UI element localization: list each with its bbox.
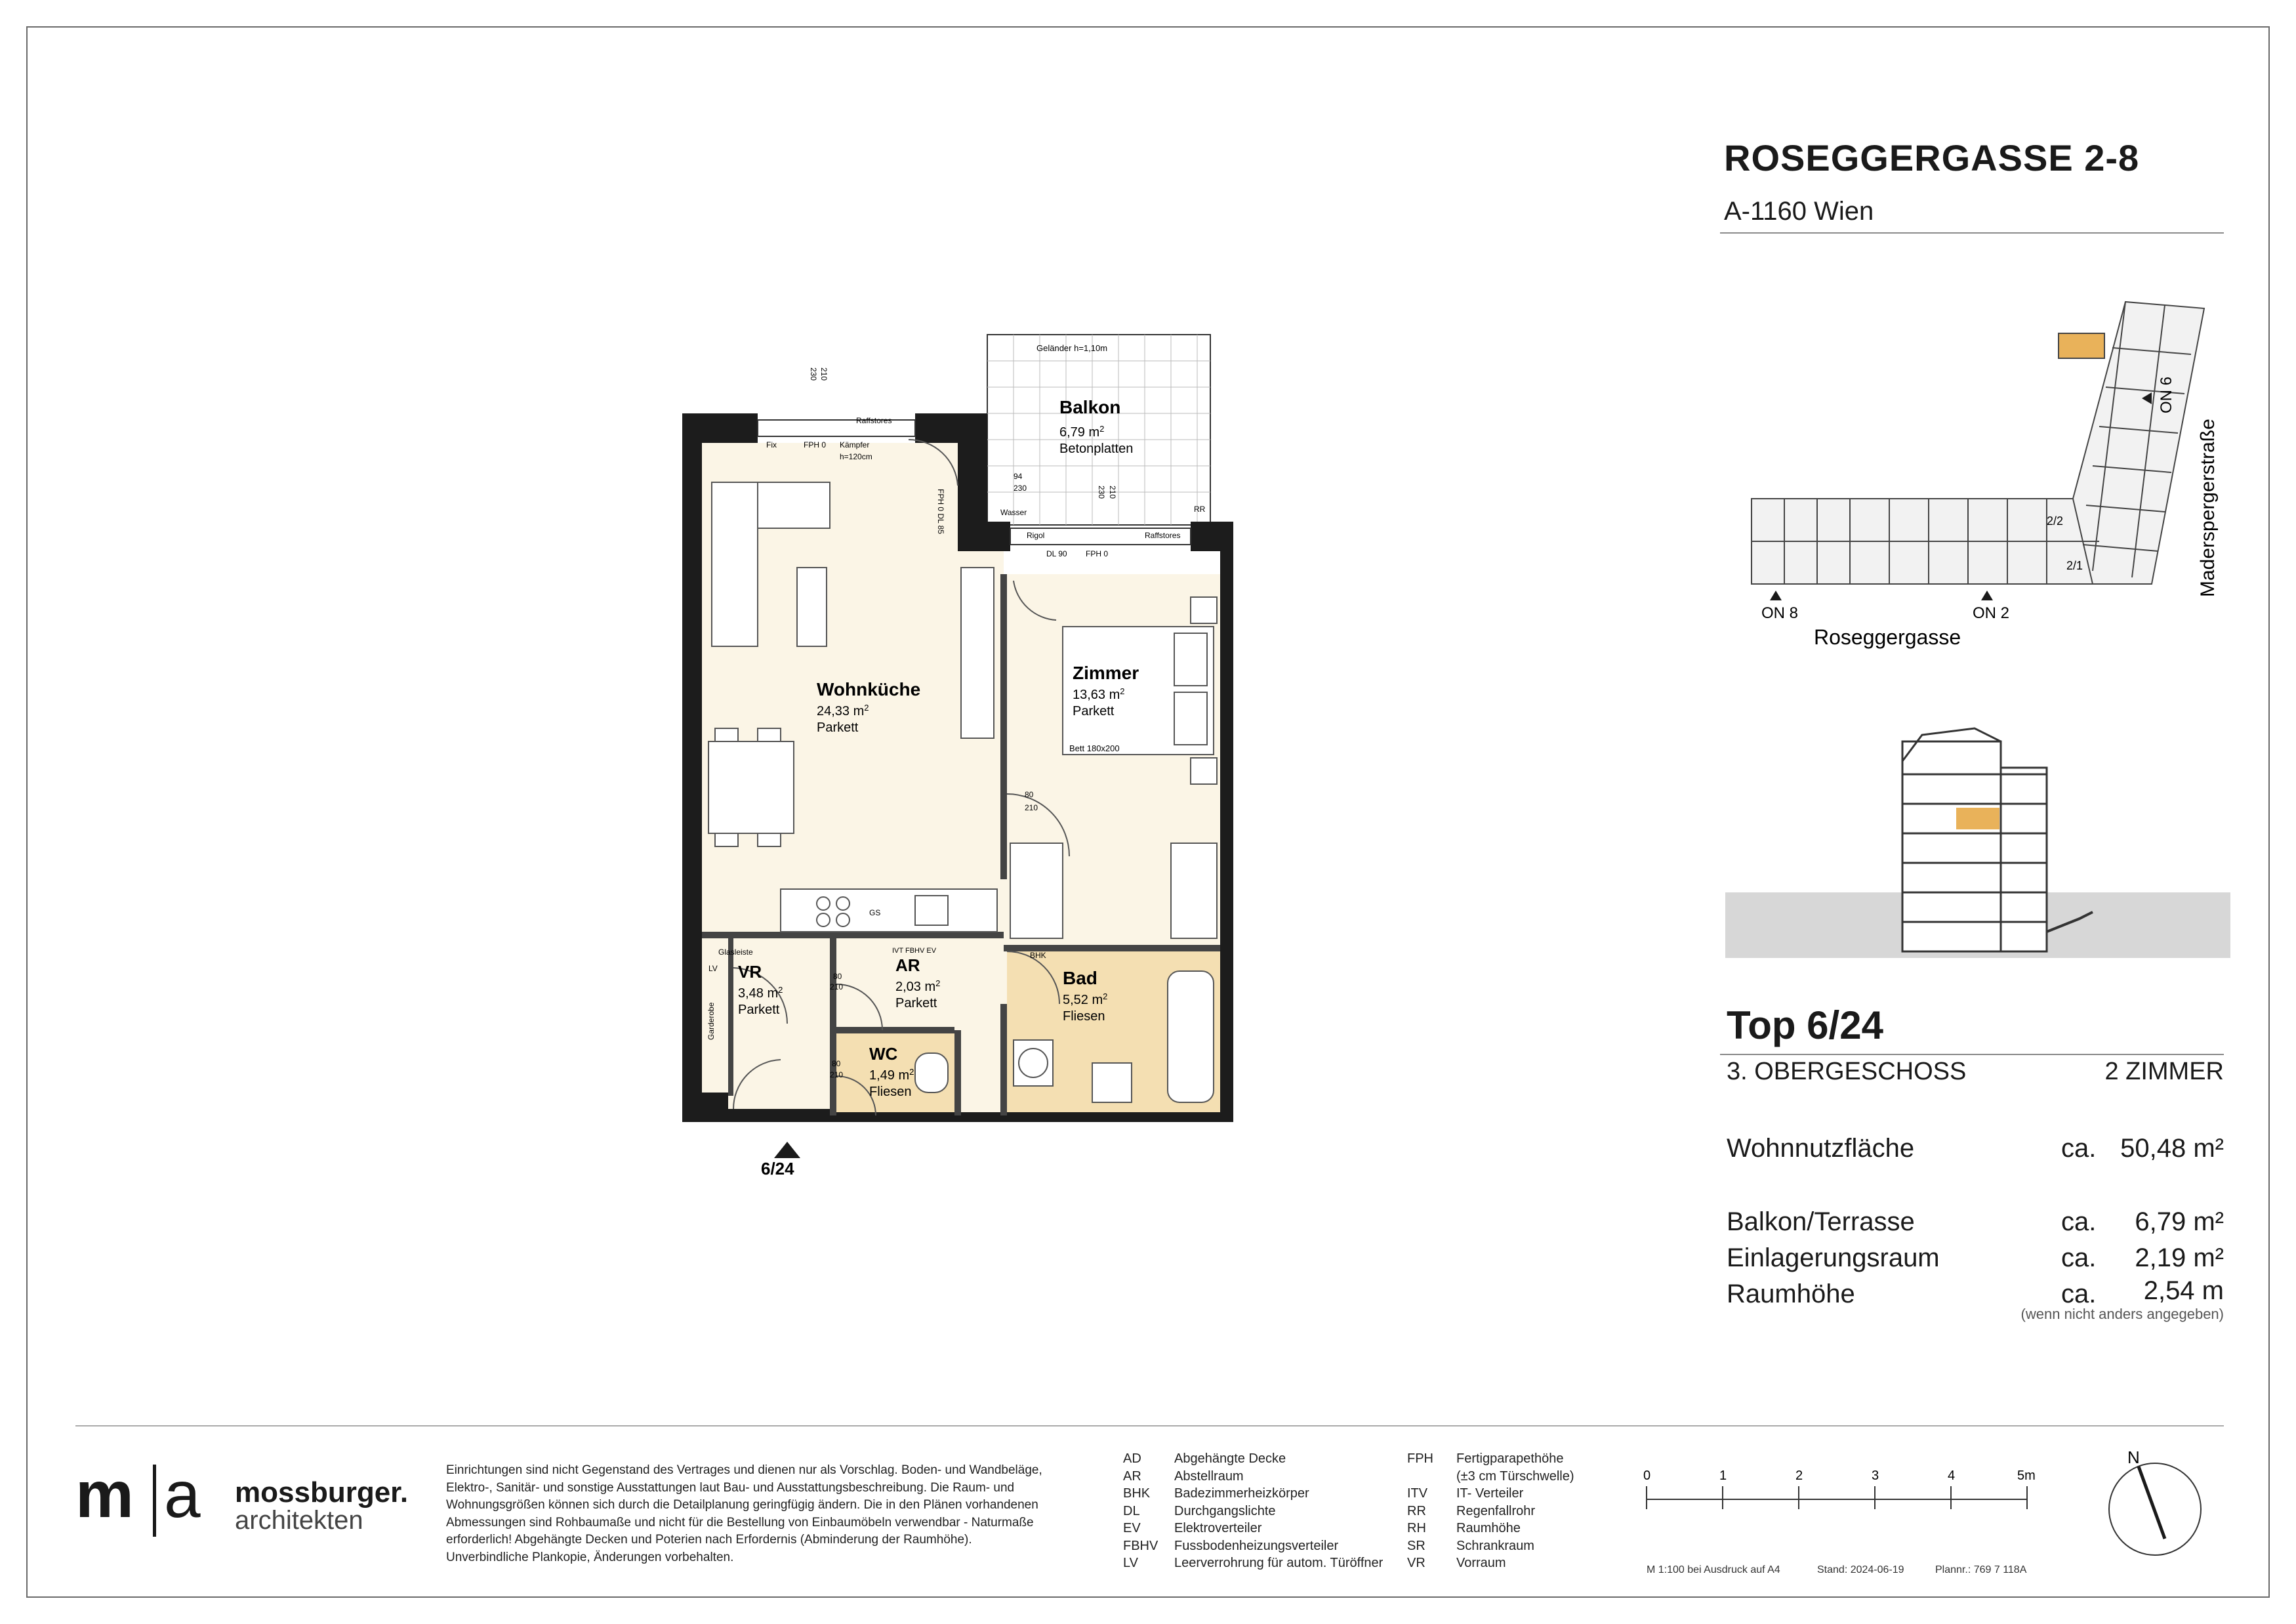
brand-subtitle: architekten — [235, 1506, 363, 1535]
hob-4 — [836, 913, 850, 927]
annotation-glasleiste: Glasleiste — [718, 947, 753, 957]
disclaimer-text: Einrichtungen sind nicht Gegenstand des Vertrages und dienen nur als Vorschlag. Boden- und Wandbeläge, Elektro-, Sanitär- und sonstige Ausstattungen laut Bau- und Ausstattungsbeschreibung. Die Raum- und Wohnungsgrößen können sich durch die Detailplanung geringfügig ändern. Die in den Plänen vorhandenen Abmessungen sind Rohbaumaße und nicht für die Bestellung von Einbaumöbeln verwendbar - Naturmaße erforderlich! Abgehängte Decken und Poterien nach Erfordernis (Abminderung der Raumhöhe). Unverbindliche Plankopie, Änderungen vorbehalten. — [446, 1463, 1042, 1564]
sink — [915, 896, 948, 925]
abbr-code: VR — [1407, 1556, 1425, 1570]
area-row-ca: ca. — [2061, 1134, 2097, 1163]
wardrobe-bed-2 — [1171, 843, 1217, 938]
wall-east — [1220, 522, 1233, 1122]
storage-row-label: Einlagerungsraum — [1727, 1243, 1940, 1272]
wall-wc-top — [833, 1027, 954, 1033]
unit-title: Top 6/24 — [1727, 1003, 1883, 1047]
annotation-itv: IVT FBHV EV — [892, 947, 937, 955]
bedroom-name: Zimmer — [1073, 663, 1139, 683]
abbr-code: EV — [1123, 1521, 1141, 1535]
abbreviation-list-right — [1407, 1450, 1574, 1572]
abbr-text: Elektroverteiler — [1174, 1521, 1262, 1535]
wall-bath-left — [1000, 1004, 1007, 1115]
height-row-ca: ca. — [2061, 1280, 2097, 1308]
storage-row-value: 2,19 m² — [2135, 1243, 2224, 1272]
abbr-text: IT- Verteiler — [1456, 1486, 1524, 1501]
scale-bar — [1633, 1463, 2053, 1516]
wall-living-bed — [1000, 574, 1007, 879]
coffee-table — [797, 568, 827, 646]
abbr-text: Fertigparapethöhe — [1456, 1451, 1564, 1466]
entrance-marker-2 — [1981, 591, 1993, 600]
abbr-code: ITV — [1407, 1486, 1428, 1501]
abbr-text: Durchgangslichte — [1174, 1503, 1276, 1518]
bedroom-area: 13,63 $m^2$ — [1073, 686, 1125, 702]
stair-label-a: 2/2 — [2047, 514, 2064, 528]
annotation-raffstores-1: Raffstores — [856, 416, 892, 425]
annotation-h120: h=120cm — [840, 452, 872, 461]
unit-divider — [1720, 1054, 2224, 1055]
pillow-1 — [1174, 633, 1207, 686]
plan-date: Stand: 2024-06-19 — [1817, 1564, 1904, 1575]
project-address: A-1160 Wien — [1724, 197, 1874, 226]
abbr-text: Abgehängte Decke — [1174, 1451, 1286, 1466]
scale-note: M 1:100 bei Ausdruck auf A4 — [1647, 1564, 1780, 1575]
dim-94: 94 — [1014, 472, 1023, 481]
wall-kitchen-line — [702, 932, 1004, 938]
annotation-fph0-2: FPH 0 — [1086, 549, 1109, 558]
plan-number: Plannr.: 769 7 118A — [1935, 1564, 2027, 1575]
unit-marker-label: 6/24 — [761, 1159, 794, 1178]
scale-tick-1: 1 — [1719, 1468, 1727, 1483]
dim-210-wc: 210 — [830, 1070, 844, 1079]
logo-mark-a: a — [164, 1458, 201, 1531]
abbr-code: SR — [1407, 1538, 1425, 1553]
scale-tick-4: 4 — [1948, 1468, 1956, 1483]
dim-210-ar: 210 — [830, 982, 844, 991]
annotation-riegl: Rigol — [1027, 531, 1045, 540]
unit-floor: 3. OBERGESCHOSS — [1727, 1058, 1967, 1085]
dim-210-top: 210 — [819, 367, 829, 381]
north-needle-icon — [2139, 1467, 2165, 1539]
abbr-code: FBHV — [1123, 1538, 1158, 1553]
annotation-garderobe: Garderobe — [707, 1002, 716, 1040]
entrance-label-8: ON 8 — [1761, 604, 1799, 622]
annotation-dl90: DL 90 — [1046, 549, 1067, 558]
dim-80-ar: 80 — [833, 972, 842, 981]
wc-area: 1,49 $m^2$ — [869, 1066, 914, 1083]
dim-80-wc: 80 — [832, 1059, 841, 1068]
kitchen-counter — [781, 889, 997, 932]
storage-row-ca: ca. — [2061, 1243, 2097, 1272]
balcony-row-ca: ca. — [2061, 1207, 2097, 1236]
height-row-value: 2,54 m — [2143, 1276, 2224, 1305]
living-name: Wohnküche — [817, 679, 921, 699]
hall-name: VR — [738, 962, 762, 982]
abbr-code: AD — [1123, 1451, 1141, 1466]
abbreviation-list-left — [1123, 1450, 1383, 1572]
annotation-fix: Fix — [766, 440, 777, 449]
annotation-lv: LV — [708, 964, 718, 973]
wc-floor: Fliesen — [869, 1085, 912, 1099]
wall-balcony-left — [958, 522, 1010, 551]
nightstand-2 — [1191, 758, 1217, 784]
wall-south-entry — [718, 1109, 836, 1122]
scale-tick-3: 3 — [1872, 1468, 1879, 1483]
abbr-code: DL — [1123, 1503, 1140, 1518]
abbr-text: (±3 cm Türschwelle) — [1456, 1468, 1574, 1484]
project-title: ROSEGGERGASSE 2-8 — [1724, 137, 2140, 178]
hob-3 — [817, 913, 830, 927]
abbr-text: Fussbodenheizungsverteiler — [1174, 1538, 1339, 1553]
north-arrow — [2102, 1447, 2207, 1558]
chair-1 — [715, 728, 738, 741]
abbr-code: FPH — [1407, 1451, 1433, 1466]
scale-tick-5: 5m — [2017, 1468, 2036, 1483]
balcony-floor: Betonplatten — [1059, 442, 1134, 456]
toilet — [915, 1053, 948, 1093]
logo-bar — [153, 1465, 156, 1537]
storage-name: AR — [895, 955, 920, 975]
dim-230-top: 230 — [809, 367, 818, 381]
chair-3 — [715, 833, 738, 846]
area-row-label: Wohnnutzfläche — [1727, 1134, 1915, 1163]
balcony-name: Balkon — [1059, 397, 1121, 417]
street-label-bottom: Roseggergasse — [1814, 625, 1961, 649]
bedroom-floor: Parkett — [1073, 704, 1115, 718]
dim-94-230: 230 — [1014, 484, 1027, 493]
bath-floor: Fliesen — [1063, 1009, 1105, 1024]
annotation-rr: RR — [1194, 505, 1206, 514]
street-label-right: Maderspergerstraße — [2197, 419, 2219, 597]
dim-80: 80 — [1025, 790, 1034, 799]
abbr-text: Abstellraum — [1174, 1468, 1244, 1484]
abbr-text: Schrankraum — [1456, 1538, 1534, 1553]
abbr-code: LV — [1123, 1556, 1138, 1570]
unit-rooms: 2 ZIMMER — [2104, 1058, 2224, 1085]
annotation-raffstores-2: Raffstores — [1145, 531, 1181, 540]
annotation-wasser: Wasser — [1000, 508, 1027, 517]
abbr-code: BHK — [1123, 1486, 1151, 1501]
height-row-label: Raumhöhe — [1727, 1280, 1855, 1308]
wall-north-left — [682, 413, 758, 443]
site-key-plan — [1732, 282, 2230, 663]
washer-drum — [1019, 1049, 1048, 1077]
abbr-code: AR — [1123, 1468, 1141, 1484]
wall-hall — [728, 938, 733, 1096]
annotation-fph0: FPH 0 — [804, 440, 827, 449]
entrance-label-2: ON 2 — [1973, 604, 2010, 622]
dim-210: 210 — [1108, 486, 1117, 499]
dim-210-230: 230 — [1097, 486, 1106, 499]
bath-area: 5,52 $m^2$ — [1063, 991, 1108, 1007]
balcony-railing: Geländer h=1,10m — [1036, 343, 1108, 353]
scale-tick-0: 0 — [1643, 1468, 1651, 1483]
section-highlight — [1956, 808, 1999, 829]
logo-mark-m: m — [75, 1458, 134, 1531]
brand-name: mossburger. — [235, 1476, 409, 1509]
pillow-2 — [1174, 692, 1207, 745]
hall-floor: Parkett — [738, 1003, 780, 1017]
hall-area: 3,48 $m^2$ — [738, 984, 783, 1001]
height-note: (wenn nicht anders angegeben) — [2020, 1306, 2224, 1322]
stair-label-b: 2/1 — [2066, 559, 2083, 572]
abbr-code: RH — [1407, 1521, 1426, 1535]
abbr-text: Leerverrohrung für autom. Türöffner — [1174, 1556, 1384, 1570]
storage-floor: Parkett — [895, 996, 937, 1010]
entrance-label-6: ON 6 — [2158, 376, 2175, 413]
wall-wc-right — [954, 1030, 961, 1115]
washbasin — [1092, 1063, 1132, 1102]
storage-area: 2,03 $m^2$ — [895, 978, 941, 994]
wardrobe-bed-1 — [1010, 843, 1063, 938]
dim-80-210: 210 — [1025, 803, 1038, 812]
highlighted-unit — [2059, 333, 2104, 358]
section-view — [1725, 722, 2230, 958]
abbr-text: Badezimmerheizkörper — [1174, 1486, 1309, 1501]
dining-table — [708, 741, 794, 833]
bed-label: Bett 180x200 — [1069, 743, 1120, 753]
sofa-side — [712, 482, 758, 646]
abbr-code: RR — [1407, 1503, 1426, 1518]
chair-4 — [758, 833, 781, 846]
abbr-text: Raumhöhe — [1456, 1521, 1521, 1535]
balcony-row-value: 6,79 m² — [2135, 1207, 2224, 1236]
annotation-bhk: BHK — [1030, 951, 1046, 960]
scale-tick-2: 2 — [1795, 1468, 1803, 1483]
bathtub — [1168, 971, 1214, 1102]
abbr-text: Vorraum — [1456, 1556, 1506, 1570]
balcony-area: 6,79 $m^2$ — [1059, 423, 1105, 440]
footer-divider — [75, 1425, 2224, 1426]
entry-marker — [774, 1142, 800, 1158]
wall-west — [682, 413, 702, 1122]
hob-2 — [836, 897, 850, 910]
living-area: 24,33 $m^2$ — [817, 702, 869, 718]
hob-1 — [817, 897, 830, 910]
bath-name: Bad — [1063, 968, 1097, 988]
wc-name: WC — [869, 1044, 898, 1064]
wardrobe-living — [961, 568, 994, 738]
living-floor: Parkett — [817, 720, 859, 735]
header-divider — [1720, 232, 2224, 234]
annotation-kaempfer: Kämpfer — [840, 440, 870, 449]
wall-south — [833, 1112, 1233, 1122]
entrance-marker-8 — [1770, 591, 1782, 600]
balcony-row-label: Balkon/Terrasse — [1727, 1207, 1915, 1236]
annotation-fph0-dl85: FPH 0 DL 85 — [936, 489, 945, 534]
chair-2 — [758, 728, 781, 741]
annotation-gs: GS — [869, 908, 881, 917]
abbr-text: Regenfallrohr — [1456, 1503, 1536, 1518]
north-label: N — [2127, 1447, 2140, 1467]
area-row-value: 50,48 m² — [2120, 1134, 2224, 1163]
nightstand-1 — [1191, 597, 1217, 623]
floor-plan — [656, 322, 1273, 1188]
